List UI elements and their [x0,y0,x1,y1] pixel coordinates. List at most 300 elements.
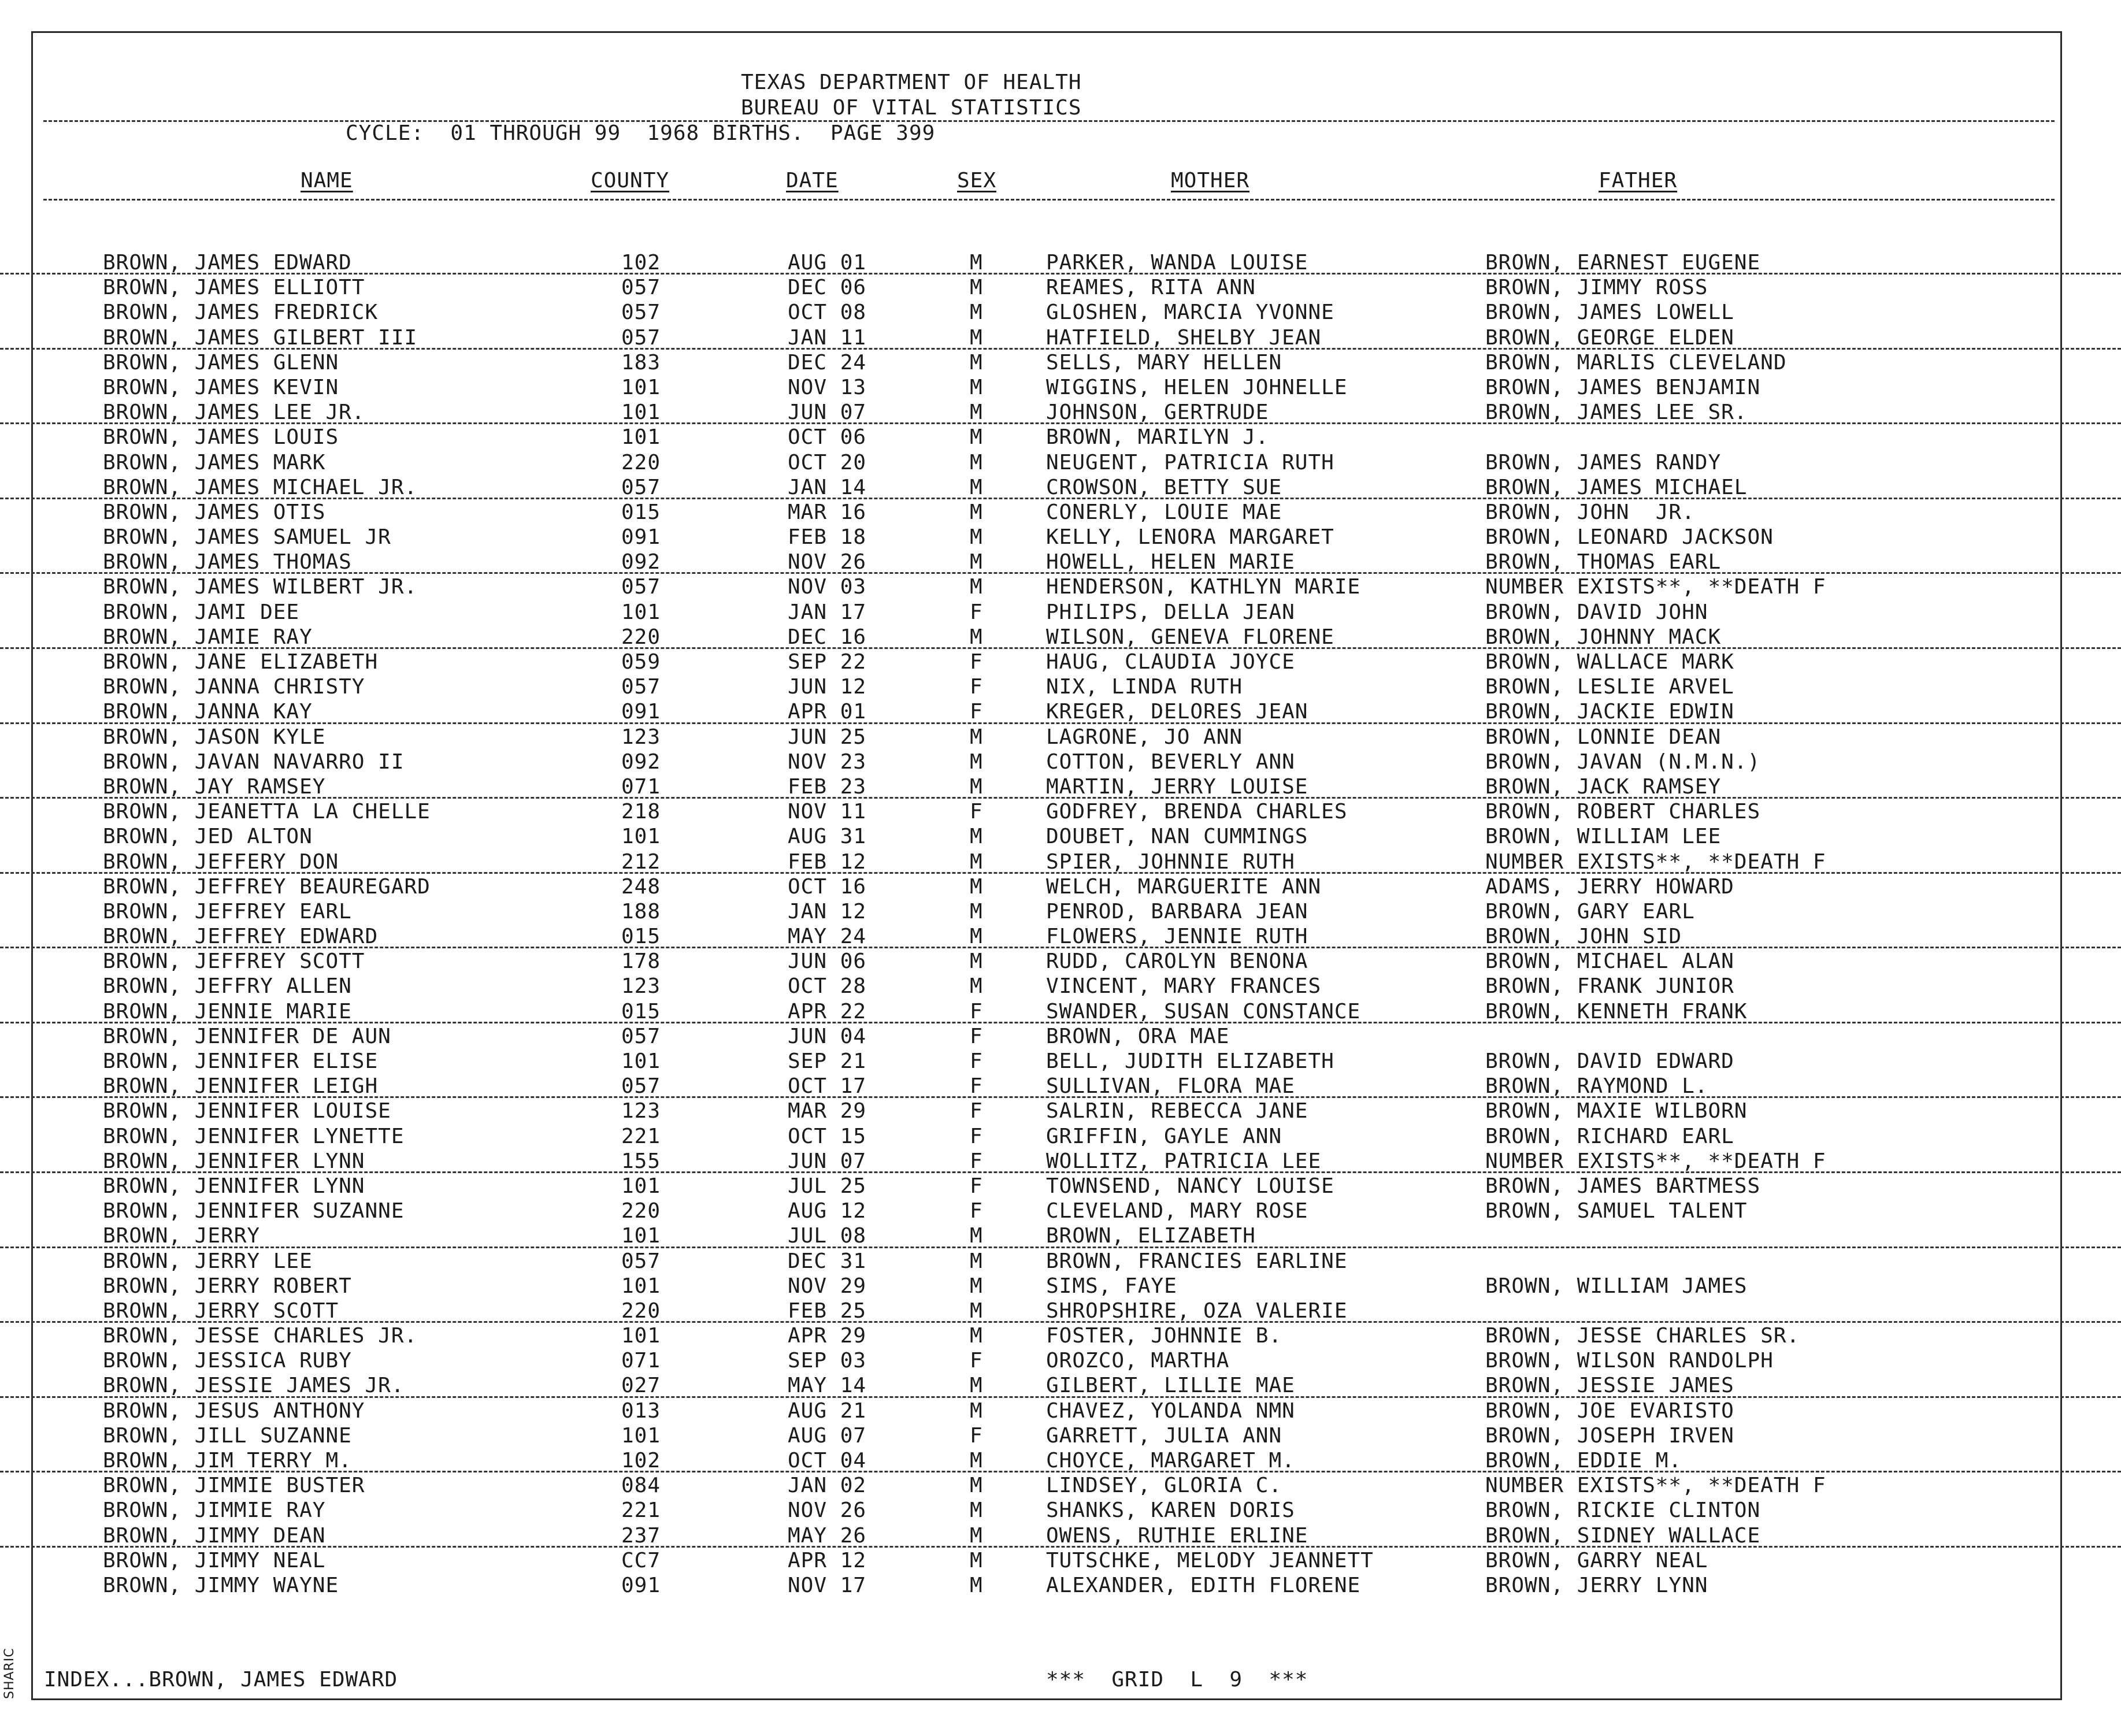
cell-county: 101 [621,1049,661,1073]
cell-mother: KELLY, LENORA MARGARET [1046,525,1334,550]
cell-sex: M [970,1324,983,1348]
cell-mother: GRIFFIN, GAYLE ANN [1046,1124,1282,1148]
cell-date: JUL 08 [788,1224,867,1248]
column-header-mother: MOTHER [1171,169,1250,192]
cell-date: NOV 11 [788,800,867,824]
cell-father: BROWN, THOMAS EARL [1485,550,1722,574]
table-row [0,499,2121,524]
cell-county: 102 [621,251,661,275]
grid-footer: *** GRID L 9 *** [1046,1668,1308,1692]
cell-sex: M [970,1449,983,1472]
cell-date: OCT 16 [788,874,867,899]
cell-father: NUMBER EXISTS**, **DEATH F [1485,850,1826,874]
table-row [0,948,2121,973]
table-row [0,1123,2121,1148]
cell-father: ADAMS, JERRY HOWARD [1485,874,1734,899]
cell-father: BROWN, FRANK JUNIOR [1485,974,1734,999]
table-row [0,899,2121,923]
cell-sex: M [970,850,983,874]
cell-county: 123 [621,725,661,749]
cell-name: BROWN, JAMES ELLIOTT [103,276,365,300]
cell-name: BROWN, JIMMY NEAL [103,1548,326,1572]
cell-date: NOV 26 [788,1498,867,1523]
column-header-county: COUNTY [591,169,670,192]
table-row [0,749,2121,774]
cell-county: 092 [621,550,661,574]
cell-mother: SHROPSHIRE, OZA VALERIE [1046,1299,1348,1323]
table-row [0,1073,2121,1098]
cell-date: JUN 04 [788,1024,867,1048]
cell-father: BROWN, MICHAEL ALAN [1485,949,1734,974]
cell-county: 013 [621,1399,661,1423]
cell-father: BROWN, LEONARD JACKSON [1485,525,1774,550]
cell-sex: F [970,700,983,724]
cell-father: BROWN, GEORGE ELDEN [1485,325,1734,350]
cell-county: 221 [621,1498,661,1523]
cell-county: 178 [621,949,661,974]
cell-county: 101 [621,1224,661,1248]
cell-father: BROWN, JOSEPH IRVEN [1485,1423,1734,1448]
cell-father: BROWN, JOHN SID [1485,925,1682,949]
cell-name: BROWN, JAMES GILBERT III [103,325,418,350]
cell-name: BROWN, JERRY ROBERT [103,1274,352,1298]
cell-county: 220 [621,1299,661,1323]
cell-name: BROWN, JAMES LOUIS [103,425,339,450]
cell-father: BROWN, LESLIE ARVEL [1485,675,1734,699]
cell-date: APR 29 [788,1324,867,1348]
cell-name: BROWN, JEFFERY DON [103,850,339,874]
cell-sex: F [970,1124,983,1148]
cell-sex: M [970,825,983,849]
cell-father: BROWN, LONNIE DEAN [1485,725,1722,749]
table-row [0,1323,2121,1348]
cell-father: NUMBER EXISTS**, **DEATH F [1485,575,1826,599]
table-row [0,350,2121,374]
cell-name: BROWN, JERRY LEE [103,1249,313,1273]
cell-county: 091 [621,1573,661,1597]
table-row [0,1497,2121,1522]
cell-county: 057 [621,301,661,325]
index-footer: INDEX...BROWN, JAMES EDWARD [44,1668,398,1692]
cell-date: JAN 12 [788,899,867,923]
cell-name: BROWN, JAMES MARK [103,450,326,474]
cell-date: APR 12 [788,1548,867,1572]
cell-mother: BELL, JUDITH ELIZABETH [1046,1049,1334,1073]
column-header-father: FATHER [1599,169,1678,192]
cell-sex: M [970,1399,983,1423]
cell-sex: M [970,375,983,399]
cell-name: BROWN, JAY RAMSEY [103,774,326,799]
cell-father: NUMBER EXISTS**, **DEATH F [1485,1474,1826,1498]
cell-county: 248 [621,874,661,899]
table-row [0,699,2121,724]
cell-county: 015 [621,500,661,524]
cell-sex: M [970,1548,983,1572]
cell-sex: M [970,625,983,649]
cell-county: 212 [621,850,661,874]
cell-name: BROWN, JANNA KAY [103,700,313,724]
table-row [0,474,2121,499]
table-row [0,999,2121,1023]
cell-sex: M [970,500,983,524]
cell-date: JUN 12 [788,675,867,699]
cell-father: BROWN, JAMES LOWELL [1485,301,1734,325]
cell-sex: M [970,276,983,300]
table-row [0,1298,2121,1323]
cell-mother: SELLS, MARY HELLEN [1046,350,1282,374]
cell-father: BROWN, JACK RAMSEY [1485,774,1722,799]
cell-county: 057 [621,475,661,499]
column-header-divider [43,199,2055,201]
cell-county: 057 [621,575,661,599]
cell-name: BROWN, JAMES WILBERT JR. [103,575,418,599]
cell-sex: M [970,525,983,550]
cell-county: 057 [621,276,661,300]
cell-county: 123 [621,1099,661,1123]
cell-date: OCT 15 [788,1124,867,1148]
cell-name: BROWN, JENNIFER SUZANNE [103,1199,405,1223]
cell-county: 071 [621,774,661,799]
cell-sex: M [970,1523,983,1548]
table-row [0,1423,2121,1448]
cell-county: 091 [621,525,661,550]
cell-name: BROWN, JEFFREY EARL [103,899,352,923]
table-row [0,1273,2121,1298]
cell-name: BROWN, JILL SUZANNE [103,1423,352,1448]
table-row [0,923,2121,948]
column-header-date: DATE [786,169,839,192]
cell-sex: M [970,251,983,275]
cell-father: BROWN, WILLIAM LEE [1485,825,1722,849]
cycle-line: CYCLE: 01 THROUGH 99 1968 BIRTHS. PAGE 399 [346,121,936,145]
cell-mother: TOWNSEND, NANCY LOUISE [1046,1174,1334,1198]
cell-name: BROWN, JAMES THOMAS [103,550,352,574]
table-row [0,450,2121,474]
cell-mother: GARRETT, JULIA ANN [1046,1423,1282,1448]
cell-county: 221 [621,1124,661,1148]
cell-name: BROWN, JAMES GLENN [103,350,339,374]
cell-mother: FLOWERS, JENNIE RUTH [1046,925,1308,949]
cell-sex: F [970,1174,983,1198]
cell-sex: F [970,650,983,674]
cell-father: BROWN, EDDIE M. [1485,1449,1682,1472]
cell-mother: LINDSEY, GLORIA C. [1046,1474,1282,1498]
cell-name: BROWN, JENNIE MARIE [103,999,352,1023]
cell-county: 057 [621,675,661,699]
cell-sex: F [970,1099,983,1123]
cell-mother: GLOSHEN, MARCIA YVONNE [1046,301,1334,325]
cell-mother: HENDERSON, KATHLYN MARIE [1046,575,1361,599]
cell-date: FEB 23 [788,774,867,799]
cell-county: 101 [621,1423,661,1448]
cell-county: 057 [621,1024,661,1048]
cell-mother: SHANKS, KAREN DORIS [1046,1498,1295,1523]
table-row [0,774,2121,799]
cell-sex: M [970,400,983,425]
cell-father: BROWN, WALLACE MARK [1485,650,1734,674]
cell-mother: SPIER, JOHNNIE RUTH [1046,850,1295,874]
cell-sex: F [970,1024,983,1048]
birth-records-list [0,250,2121,1597]
table-row [0,549,2121,574]
cell-father: BROWN, JAMES BARTMESS [1485,1174,1761,1198]
cell-name: BROWN, JANE ELIZABETH [103,650,379,674]
cell-sex: F [970,1423,983,1448]
table-row [0,1398,2121,1423]
cell-date: NOV 13 [788,375,867,399]
cell-sex: F [970,800,983,824]
cell-date: OCT 17 [788,1074,867,1099]
cell-mother: CHAVEZ, YOLANDA NMN [1046,1399,1295,1423]
cell-mother: RUDD, CAROLYN BENONA [1046,949,1308,974]
cell-sex: M [970,1573,983,1597]
cell-date: OCT 20 [788,450,867,474]
cell-father: BROWN, JAVAN (N.M.N.) [1485,750,1761,774]
cell-mother: NEUGENT, PATRICIA RUTH [1046,450,1334,474]
table-row [0,275,2121,299]
cell-name: BROWN, JERRY SCOTT [103,1299,339,1323]
table-row [0,624,2121,649]
cell-mother: BROWN, ELIZABETH [1046,1224,1256,1248]
cell-county: 220 [621,1199,661,1223]
cell-mother: WOLLITZ, PATRICIA LEE [1046,1149,1322,1173]
cell-date: APR 01 [788,700,867,724]
cell-date: AUG 07 [788,1423,867,1448]
cell-date: JUN 07 [788,400,867,425]
cell-sex: M [970,925,983,949]
cell-county: 123 [621,974,661,999]
cell-county: 057 [621,325,661,350]
cell-county: CC7 [621,1548,661,1572]
cell-name: BROWN, JEFFREY EDWARD [103,925,379,949]
cell-county: 183 [621,350,661,374]
cell-name: BROWN, JAMES SAMUEL JR [103,525,391,550]
table-row [0,1248,2121,1273]
cell-mother: CLEVELAND, MARY ROSE [1046,1199,1308,1223]
table-row [0,1348,2121,1373]
cell-mother: PARKER, WANDA LOUISE [1046,251,1308,275]
cell-sex: M [970,1299,983,1323]
cell-mother: COTTON, BEVERLY ANN [1046,750,1295,774]
cell-county: 015 [621,999,661,1023]
cell-mother: HATFIELD, SHELBY JEAN [1046,325,1322,350]
cell-name: BROWN, JAMIE RAY [103,625,313,649]
cell-county: 057 [621,1074,661,1099]
table-row [0,574,2121,599]
cell-county: 101 [621,1274,661,1298]
cell-father: BROWN, DAVID JOHN [1485,600,1708,624]
cell-county: 155 [621,1149,661,1173]
cell-name: BROWN, JENNIFER LYNN [103,1149,365,1173]
cell-name: BROWN, JIM TERRY M. [103,1449,352,1472]
table-row [0,824,2121,848]
cell-date: NOV 26 [788,550,867,574]
cell-name: BROWN, JIMMIE RAY [103,1498,326,1523]
cell-name: BROWN, JEANETTA LA CHELLE [103,800,431,824]
cell-name: BROWN, JENNIFER LEIGH [103,1074,379,1099]
table-row [0,1173,2121,1198]
cell-sex: M [970,899,983,923]
column-header-name: NAME [301,169,353,192]
cell-name: BROWN, JANNA CHRISTY [103,675,365,699]
cell-sex: M [970,874,983,899]
cell-name: BROWN, JEFFREY SCOTT [103,949,365,974]
table-row [0,724,2121,749]
cell-mother: ALEXANDER, EDITH FLORENE [1046,1573,1361,1597]
table-row [0,1023,2121,1048]
cell-date: SEP 03 [788,1349,867,1373]
cell-name: BROWN, JIMMY DEAN [103,1523,326,1548]
cell-name: BROWN, JAMES KEVIN [103,375,339,399]
cell-father: BROWN, JOHN JR. [1485,500,1695,524]
cell-mother: CROWSON, BETTY SUE [1046,475,1282,499]
cell-county: 102 [621,1449,661,1472]
cell-county: 220 [621,450,661,474]
cell-father: BROWN, RAYMOND L. [1485,1074,1708,1099]
cell-father: BROWN, GARY EARL [1485,899,1695,923]
cell-date: NOV 23 [788,750,867,774]
cell-name: BROWN, JENNIFER LOUISE [103,1099,391,1123]
table-row [0,1223,2121,1248]
header-divider [43,120,2055,122]
cell-mother: LAGRONE, JO ANN [1046,725,1243,749]
cell-county: 220 [621,625,661,649]
cell-sex: M [970,949,983,974]
cell-county: 101 [621,1324,661,1348]
cell-date: JAN 17 [788,600,867,624]
cell-county: 091 [621,700,661,724]
cell-mother: CHOYCE, MARGARET M. [1046,1449,1295,1472]
cell-name: BROWN, JEFFRY ALLEN [103,974,352,999]
cell-name: BROWN, JED ALTON [103,825,313,849]
cell-sex: M [970,1374,983,1398]
cell-father: BROWN, RICKIE CLINTON [1485,1498,1761,1523]
cell-date: DEC 24 [788,350,867,374]
cell-county: 027 [621,1374,661,1398]
cell-sex: M [970,325,983,350]
cell-father: BROWN, MAXIE WILBORN [1485,1099,1748,1123]
cell-name: BROWN, JAMES FREDRICK [103,301,379,325]
table-row [0,1148,2121,1173]
cell-father: BROWN, JESSE CHARLES SR. [1485,1324,1800,1348]
cell-father: BROWN, KENNETH FRANK [1485,999,1748,1023]
cell-sex: M [970,750,983,774]
cell-name: BROWN, JERRY [103,1224,261,1248]
cell-father: BROWN, JESSIE JAMES [1485,1374,1734,1398]
cell-mother: OWENS, RUTHIE ERLINE [1046,1523,1308,1548]
cell-sex: F [970,1149,983,1173]
cell-father: BROWN, EARNEST EUGENE [1485,251,1761,275]
cell-mother: TUTSCHKE, MELODY JEANNETT [1046,1548,1374,1572]
cell-father: BROWN, JAMES RANDY [1485,450,1722,474]
cell-mother: CONERLY, LOUIE MAE [1046,500,1282,524]
cell-county: 092 [621,750,661,774]
cell-date: AUG 01 [788,251,867,275]
table-row [0,1523,2121,1548]
cell-county: 071 [621,1349,661,1373]
cell-mother: GILBERT, LILLIE MAE [1046,1374,1295,1398]
cell-mother: KREGER, DELORES JEAN [1046,700,1308,724]
cell-date: OCT 28 [788,974,867,999]
table-row [0,1572,2121,1597]
cell-father: BROWN, JIMMY ROSS [1485,276,1708,300]
cell-mother: BROWN, FRANCIES EARLINE [1046,1249,1348,1273]
cell-county: 101 [621,425,661,450]
cell-father: BROWN, DAVID EDWARD [1485,1049,1734,1073]
cell-name: BROWN, JESSE CHARLES JR. [103,1324,418,1348]
cell-father: BROWN, JOHNNY MACK [1485,625,1722,649]
table-row [0,1472,2121,1497]
cell-mother: MARTIN, JERRY LOUISE [1046,774,1308,799]
cell-county: 057 [621,1249,661,1273]
cell-date: SEP 22 [788,650,867,674]
table-row [0,1373,2121,1397]
cell-mother: PENROD, BARBARA JEAN [1046,899,1308,923]
table-row [0,674,2121,699]
cell-mother: JOHNSON, GERTRUDE [1046,400,1269,425]
table-row [0,799,2121,824]
cell-mother: BROWN, MARILYN J. [1046,425,1269,450]
department-title: TEXAS DEPARTMENT OF HEALTH [741,71,1082,94]
cell-date: JUN 06 [788,949,867,974]
table-row [0,374,2121,399]
cell-date: OCT 08 [788,301,867,325]
cell-date: OCT 06 [788,425,867,450]
cell-date: NOV 03 [788,575,867,599]
cell-date: AUG 31 [788,825,867,849]
cell-name: BROWN, JENNIFER LYNETTE [103,1124,405,1148]
cell-mother: VINCENT, MARY FRANCES [1046,974,1322,999]
table-row [0,1548,2121,1572]
cell-sex: M [970,725,983,749]
cell-county: 101 [621,400,661,425]
cell-father: BROWN, JAMES BENJAMIN [1485,375,1761,399]
cell-name: BROWN, JAMES OTIS [103,500,326,524]
cell-sex: M [970,1249,983,1273]
cell-sex: M [970,1474,983,1498]
cell-father: BROWN, JACKIE EDWIN [1485,700,1734,724]
cell-mother: DOUBET, NAN CUMMINGS [1046,825,1308,849]
cell-name: BROWN, JIMMIE BUSTER [103,1474,365,1498]
cell-sex: M [970,475,983,499]
cell-date: MAY 26 [788,1523,867,1548]
table-row [0,599,2121,624]
cell-date: MAY 24 [788,925,867,949]
cell-date: SEP 21 [788,1049,867,1073]
cell-sex: M [970,450,983,474]
cell-mother: BROWN, ORA MAE [1046,1024,1230,1048]
cell-mother: REAMES, RITA ANN [1046,276,1256,300]
column-header-sex: SEX [957,169,997,192]
cell-father: BROWN, JERRY LYNN [1485,1573,1708,1597]
cell-date: JAN 14 [788,475,867,499]
table-row [0,250,2121,275]
cell-sex: F [970,1049,983,1073]
table-row [0,649,2121,674]
cell-father: BROWN, RICHARD EARL [1485,1124,1734,1148]
cell-sex: F [970,600,983,624]
cell-mother: SIMS, FAYE [1046,1274,1177,1298]
cell-date: AUG 12 [788,1199,867,1223]
cell-name: BROWN, JENNIFER ELISE [103,1049,379,1073]
cell-father: BROWN, JAMES LEE SR. [1485,400,1748,425]
cell-date: NOV 29 [788,1274,867,1298]
cell-name: BROWN, JESSICA RUBY [103,1349,352,1373]
cell-mother: HAUG, CLAUDIA JOYCE [1046,650,1295,674]
cell-sex: M [970,301,983,325]
table-row [0,524,2121,549]
cell-father: NUMBER EXISTS**, **DEATH F [1485,1149,1826,1173]
